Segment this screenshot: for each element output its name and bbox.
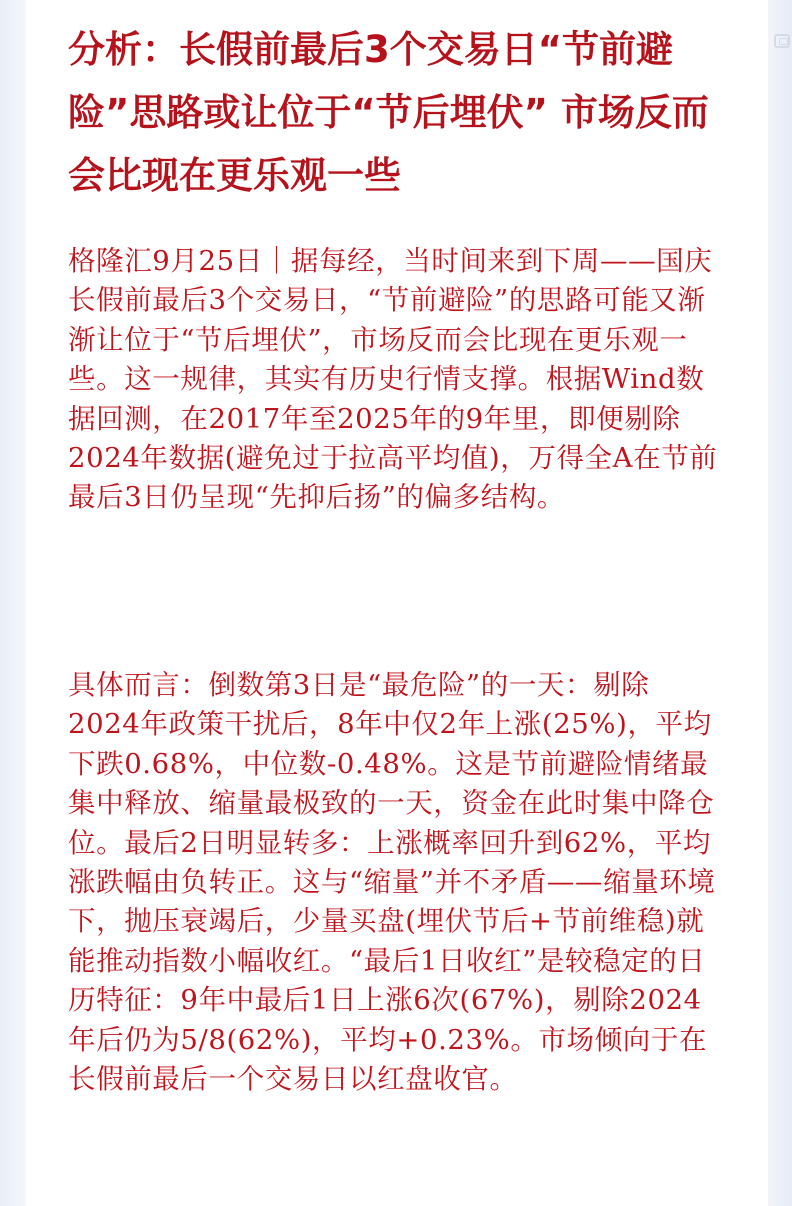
- article-paragraph-2: 具体而言：倒数第3日是“最危险”的一天：剔除2024年政策干扰后，8年中仅2年上涨(25%)，平均下跌0.68%，中位数-0.48%。这是节前避险情绪最集中释放、缩量最极致的一天，资金在此时集中降仓位。最后2日明显转多：上涨概率回升到62%，平均涨跌幅由负转正。这与“缩量”并不矛盾——缩量环境下，抛压衰竭后，少量买盘(埋伏节后+节前维稳)就能推动指数小幅收红。“最后1日收红”是较稳定的日历特征：9年中最后1日上涨6次(67%)，剔除2024年后仍为5/8(62%)，平均+0.23%。市场倾向于在长假前最后一个交易日以红盘收官。: [68, 669, 716, 1096]
- article-title: 分析：长假前最后3个交易日“节前避险”思路或让位于“节后埋伏” 市场反而会比现在更乐观一些: [68, 28, 709, 197]
- window-icon[interactable]: [774, 34, 790, 48]
- article-page: [26, 0, 768, 1206]
- left-margin: [0, 0, 26, 1206]
- right-margin: [768, 0, 792, 1206]
- article-paragraph-1: 格隆汇9月25日｜据每经，当时间来到下周——国庆长假前最后3个交易日，“节前避险”的思路可能又渐渐让位于“节后埋伏”，市场反而会比现在更乐观一些。这一规律，其实有历史行情支撑。根据Wind数据回测，在2017年至2025年的9年里，即便剔除2024年数据(避免过于拉高平均值)，万得全A在节前最后3日仍呈现“先抑后扬”的偏多结构。: [68, 245, 718, 514]
